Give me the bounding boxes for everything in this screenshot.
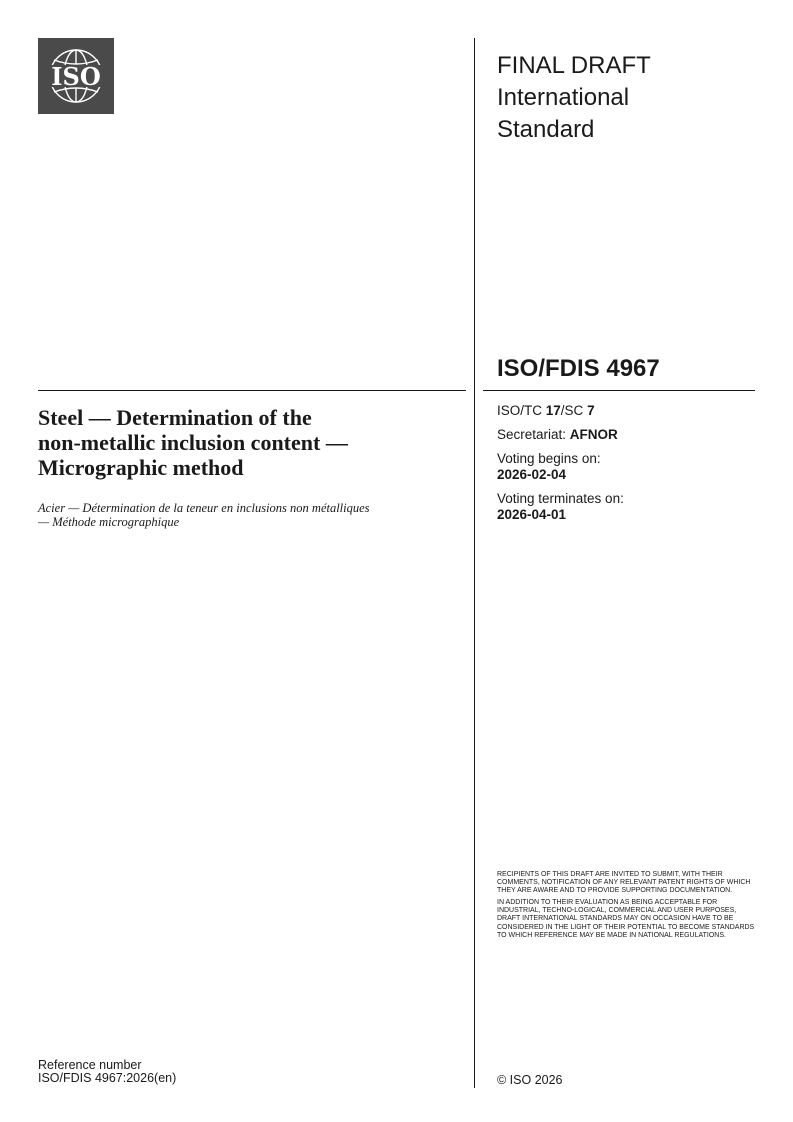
voting-begins	[497, 451, 757, 483]
voting-terminates-date: 2026-04-01	[497, 507, 567, 522]
french-title	[38, 501, 458, 529]
english-title-line-2: non-metallic inclusion content —	[38, 430, 348, 455]
committee-prefix: ISO/TC	[497, 403, 546, 418]
voting-terminates	[497, 491, 757, 523]
copyright: © ISO 2026	[497, 1073, 563, 1087]
secretariat-value: AFNOR	[569, 427, 618, 442]
iso-logo	[38, 38, 114, 114]
secretariat	[497, 427, 757, 443]
status-line-1: FINAL DRAFT	[497, 52, 651, 79]
secretariat-label: Secretariat:	[497, 427, 570, 442]
document-status	[497, 50, 747, 146]
english-title-line-3: Micrographic method	[38, 455, 244, 480]
voting-begins-date: 2026-02-04	[497, 467, 567, 482]
document-metadata	[497, 403, 757, 531]
status-line-2: International	[497, 84, 630, 111]
english-title-line-1: Steel — Determination of the	[38, 405, 312, 430]
reference-label: Reference number	[38, 1058, 142, 1072]
notice-paragraph-2: IN ADDITION TO THEIR EVALUATION AS BEING ACCEPTABLE FOR INDUSTRIAL, TECHNO-LOGICAL, COMMERCIAL AND USER PURPOSES, DRAFT INTERNATIONAL STANDARDS MAY ON OCCASION HAVE TO BE CONSIDERED IN THE LIGHT OF THEIR POTENTIAL TO BECOME STANDARDS TO WHICH REFERENCE MAY BE MADE IN NATIONAL REGULATIONS.	[497, 899, 755, 939]
french-title-line-1: Acier — Détermination de la teneur en inclusions non métalliques	[38, 501, 370, 515]
voting-terminates-label: Voting terminates on:	[497, 491, 624, 506]
committee	[497, 403, 757, 419]
reference-number	[38, 1059, 176, 1085]
voting-begins-label: Voting begins on:	[497, 451, 601, 466]
reference-value: ISO/FDIS 4967:2026(en)	[38, 1071, 177, 1085]
draft-notice	[497, 871, 759, 944]
status-line-3: Standard	[497, 116, 595, 143]
french-title-line-2: — Méthode micrographique	[38, 515, 180, 529]
sc-number: 7	[587, 403, 595, 418]
english-title	[38, 405, 458, 480]
globe-icon	[38, 38, 114, 114]
committee-separator: /SC	[560, 403, 588, 418]
document-number: ISO/FDIS 4967	[497, 355, 660, 382]
tc-number: 17	[545, 403, 561, 418]
vertical-divider	[474, 38, 475, 1088]
notice-paragraph-1: RECIPIENTS OF THIS DRAFT ARE INVITED TO SUBMIT, WITH THEIR COMMENTS, NOTIFICATION OF ANY RELEVANT PATENT RIGHTS OF WHICH THEY ARE AWARE AND TO PROVIDE SUPPORTING DOCUMENTATION.	[497, 871, 751, 895]
horizontal-divider-right	[483, 390, 755, 391]
logo-text: ISO	[51, 62, 101, 91]
horizontal-divider-left	[38, 390, 466, 391]
